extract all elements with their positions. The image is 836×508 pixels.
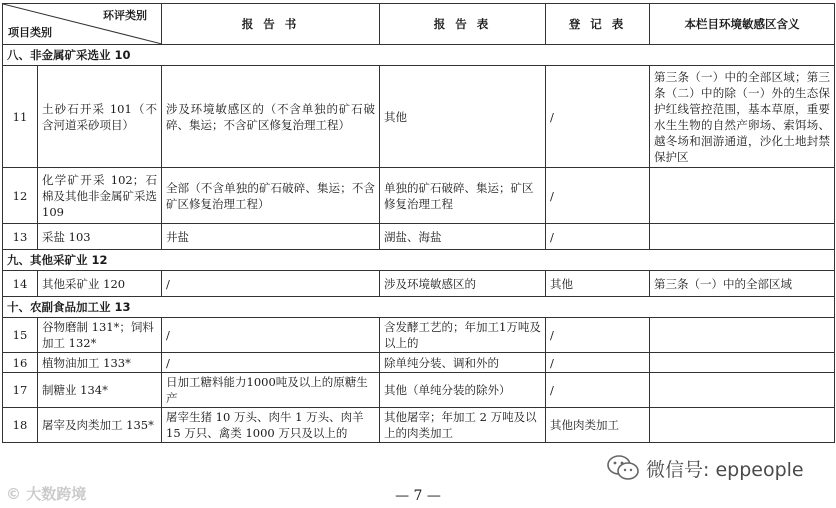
wechat-icon — [606, 453, 640, 483]
table-row — [3, 408, 835, 443]
page-number: — 7 — — [395, 488, 441, 504]
row-number: 13 — [3, 224, 38, 250]
row-category: 采盐 103 — [38, 224, 162, 250]
row-register: / — [546, 318, 650, 353]
row-register: / — [546, 66, 650, 168]
row-form: 单独的矿石破碎、集运；矿区修复治理工程 — [380, 168, 546, 224]
header-row — [3, 4, 835, 45]
row-number: 16 — [3, 353, 38, 373]
row-sensitive: 第三条（一）中的全部区域；第三条（二）中的除（一）外的生态保护红线管控范围，基本草原，重要水生生物的自然产卵场、索饵场、越冬场和洄游通道，沙化土地封禁保护区 — [650, 66, 835, 168]
row-register: / — [546, 168, 650, 224]
row-sensitive — [650, 168, 835, 224]
row-category: 屠宰及肉类加工 135* — [38, 408, 162, 443]
row-form: 其他屠宰；年加工 2 万吨及以上的肉类加工 — [380, 408, 546, 443]
header-register: 登 记 表 — [546, 4, 650, 45]
row-number: 17 — [3, 373, 38, 408]
row-register: / — [546, 373, 650, 408]
section-row — [3, 45, 835, 66]
row-category: 土砂石开采 101（不含河道采砂项目） — [38, 66, 162, 168]
row-form: 涉及环境敏感区的 — [380, 271, 546, 297]
table-row — [3, 353, 835, 373]
section-title-8: 八、非金属矿采选业 10 — [3, 45, 835, 66]
row-category: 植物油加工 133* — [38, 353, 162, 373]
watermark-right — [606, 452, 804, 484]
header-sensitive-area: 本栏目环境敏感区含义 — [650, 4, 835, 45]
row-number: 11 — [3, 66, 38, 168]
watermark-logo-icon: © — [6, 485, 21, 503]
row-report: 屠宰生猪 10 万头、肉牛 1 万头、肉羊 15 万只、禽类 1000 万只及以上的 — [162, 408, 380, 443]
row-sensitive — [650, 318, 835, 353]
classification-table — [2, 3, 835, 443]
row-register: 其他肉类加工 — [546, 408, 650, 443]
table-row — [3, 66, 835, 168]
row-form: 其他 — [380, 66, 546, 168]
table-row — [3, 373, 835, 408]
row-form: 除单纯分装、调和外的 — [380, 353, 546, 373]
section-title-9: 九、其他采矿业 12 — [3, 250, 835, 271]
row-register: 其他 — [546, 271, 650, 297]
row-category: 化学矿开采 102；石棉及其他非金属矿采选 109 — [38, 168, 162, 224]
watermark-left-text: 大数跨境 — [26, 485, 87, 503]
row-form: 含发酵工艺的；年加工1万吨及以上的 — [380, 318, 546, 353]
table-row — [3, 318, 835, 353]
row-category: 其他采矿业 120 — [38, 271, 162, 297]
section-title-10: 十、农副食品加工业 13 — [3, 297, 835, 318]
row-category: 制糖业 134* — [38, 373, 162, 408]
row-register: / — [546, 353, 650, 373]
row-number: 15 — [3, 318, 38, 353]
header-project-category: 项目类别 — [8, 26, 52, 39]
row-sensitive — [650, 353, 835, 373]
section-row — [3, 297, 835, 318]
row-report: 日加工糖料能力1000吨及以上的原糖生产 — [162, 373, 380, 408]
watermark-right-text: 微信号: eppeople — [646, 458, 804, 481]
row-form: 湖盐、海盐 — [380, 224, 546, 250]
row-report: 全部（不含单独的矿石破碎、集运；不含矿区修复治理工程） — [162, 168, 380, 224]
header-corner-cell — [3, 4, 162, 45]
row-report: / — [162, 271, 380, 297]
row-register: / — [546, 224, 650, 250]
row-number: 14 — [3, 271, 38, 297]
row-report: 涉及环境敏感区的（不含单独的矿石破碎、集运；不含矿区修复治理工程） — [162, 66, 380, 168]
row-category: 谷物磨制 131*；饲料加工 132* — [38, 318, 162, 353]
row-form: 其他（单纯分装的除外） — [380, 373, 546, 408]
table-row — [3, 224, 835, 250]
row-sensitive — [650, 408, 835, 443]
row-report: / — [162, 318, 380, 353]
row-sensitive — [650, 224, 835, 250]
table-row — [3, 168, 835, 224]
row-sensitive — [650, 373, 835, 408]
header-form: 报 告 表 — [380, 4, 546, 45]
row-sensitive: 第三条（一）中的全部区域 — [650, 271, 835, 297]
row-report: 井盐 — [162, 224, 380, 250]
row-number: 18 — [3, 408, 38, 443]
header-report: 报 告 书 — [162, 4, 380, 45]
section-row — [3, 250, 835, 271]
watermark-left — [6, 483, 86, 504]
header-env-category: 环评类别 — [103, 9, 147, 22]
row-report: / — [162, 353, 380, 373]
table-row — [3, 271, 835, 297]
row-number: 12 — [3, 168, 38, 224]
